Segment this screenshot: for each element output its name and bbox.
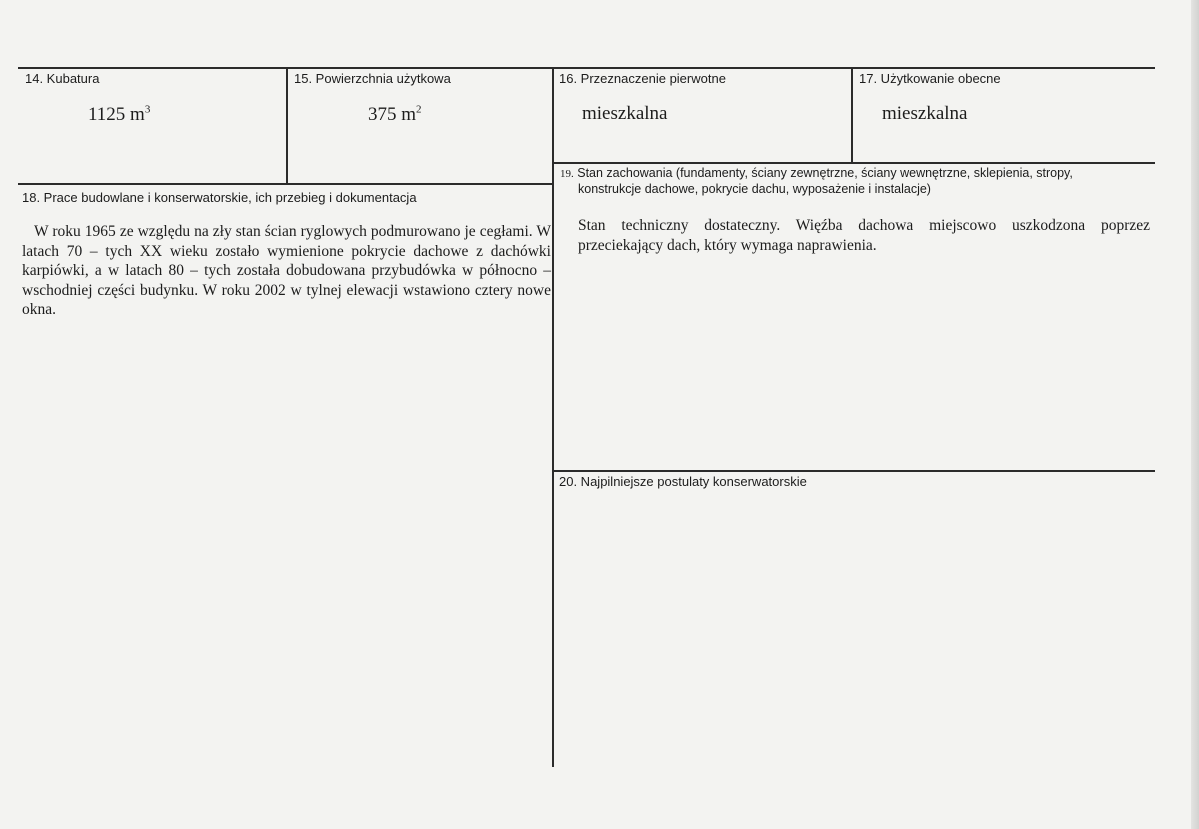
prace-label [22, 190, 417, 205]
divider-14-15 [286, 67, 288, 184]
divider-16-17 [851, 67, 853, 163]
powierzchnia-value-text: 375 m [368, 104, 417, 125]
kubatura-value [88, 104, 150, 126]
stan-label-line2: konstrukcje dachowe, pokrycie dachu, wyposażenie i instalacje) [578, 182, 931, 196]
powierzchnia-value [368, 104, 422, 126]
przeznaczenie-value: mieszkalna [582, 103, 668, 124]
line-above-20 [552, 470, 1155, 472]
prace-text: W roku 1965 ze względu na zły stan ścian ryglowych podmurowano je cegłami. W latach 70 – tych XX wieku zostało wymienione pokrycie dachowe z dachówki karpiówki, a w latach 80 – tych została dobudowana przybudówka w północno – wschodniej części budynku. W roku 2002 w tylnej elewacji wstawiono cztery nowe okna. [22, 223, 551, 318]
prace-label-text: 18. Prace budowlane i konserwatorskie, ich przebieg i dokumentacja [22, 190, 417, 205]
stan-text: Stan techniczny dostateczny. Więźba dachowa miejscowo uszkodzona poprzez przeciekający dach, który wymaga naprawienia. [578, 217, 1150, 254]
top-border-line [18, 67, 1155, 69]
kubatura-unit-exponent: 3 [144, 103, 151, 116]
stan-label-line1: Stan zachowania (fundamenty, ściany zewnętrzne, ściany wewnętrzne, sklepienia, stropy, [577, 166, 1073, 180]
kubatura-label: 14. Kubatura [25, 71, 100, 86]
line-above-19 [552, 162, 1155, 164]
postulaty-text[interactable] [578, 500, 1150, 760]
page-edge [1191, 0, 1199, 829]
line-above-18 [18, 183, 554, 185]
powierzchnia-unit-exponent: 2 [416, 103, 422, 116]
uzytkowanie-label: 17. Użytkowanie obecne [859, 71, 1001, 86]
stan-label-number: 19. [560, 168, 574, 180]
postulaty-label: 20. Najpilniejsze postulaty konserwatorskie [559, 474, 807, 489]
kubatura-value-text: 1125 m [88, 104, 145, 125]
powierzchnia-label: 15. Powierzchnia użytkowa [294, 71, 451, 86]
center-divider [552, 67, 554, 767]
przeznaczenie-label: 16. Przeznaczenie pierwotne [559, 71, 726, 86]
uzytkowanie-value: mieszkalna [882, 103, 968, 124]
stan-label [560, 166, 1152, 197]
